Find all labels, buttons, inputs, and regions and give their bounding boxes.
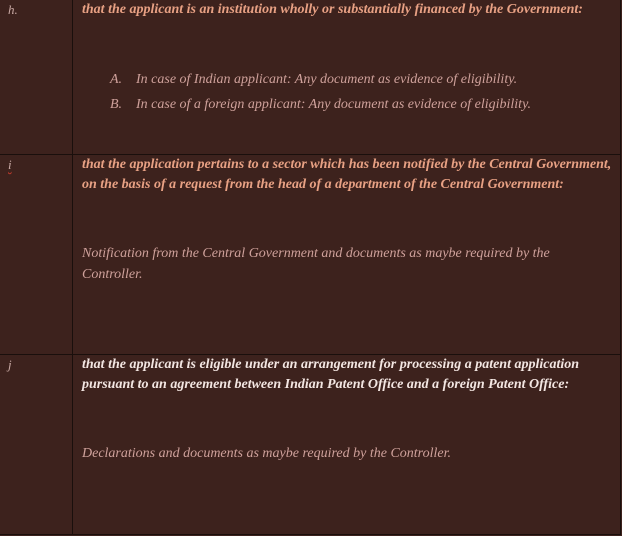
- row-heading: that the applicant is eligible under an arrangement for processing a patent application pursuant to an agreement between Indian Patent Office and a foreign Patent Office:: [82, 357, 580, 392]
- row-heading: that the applicant is an institution wholly or substantially financed by the Government:: [82, 2, 583, 17]
- row-content: [82, 0, 612, 117]
- row-label: i: [8, 157, 12, 172]
- row-description: Notification from the Central Government and documents as maybe required by the Controller.: [82, 246, 550, 282]
- option-item: [82, 92, 612, 117]
- row-label: h.: [8, 2, 18, 17]
- option-item: [82, 67, 612, 92]
- table-row-h: [0, 0, 621, 155]
- column-divider: [72, 0, 73, 154]
- row-heading: that the application pertains to a sector which has been notified by the Central Government, on the basis of a request from the head of a department of the Central Government:: [82, 157, 612, 192]
- row-description: Declarations and documents as maybe required by the Controller.: [82, 446, 452, 461]
- column-divider: [72, 355, 73, 535]
- column-divider: [72, 155, 73, 354]
- row-content: [82, 155, 612, 285]
- row-label: j: [8, 357, 12, 372]
- option-text: In case of Indian applicant: Any document as evidence of eligibility.: [136, 72, 518, 87]
- table-row-i: [0, 155, 621, 355]
- row-content: [82, 355, 612, 464]
- option-letter: A.: [110, 72, 123, 87]
- table-row-j: [0, 355, 621, 535]
- option-letter: B.: [110, 97, 123, 112]
- option-list: [82, 67, 612, 117]
- option-text: In case of a foreign applicant: Any document as evidence of eligibility.: [136, 97, 532, 112]
